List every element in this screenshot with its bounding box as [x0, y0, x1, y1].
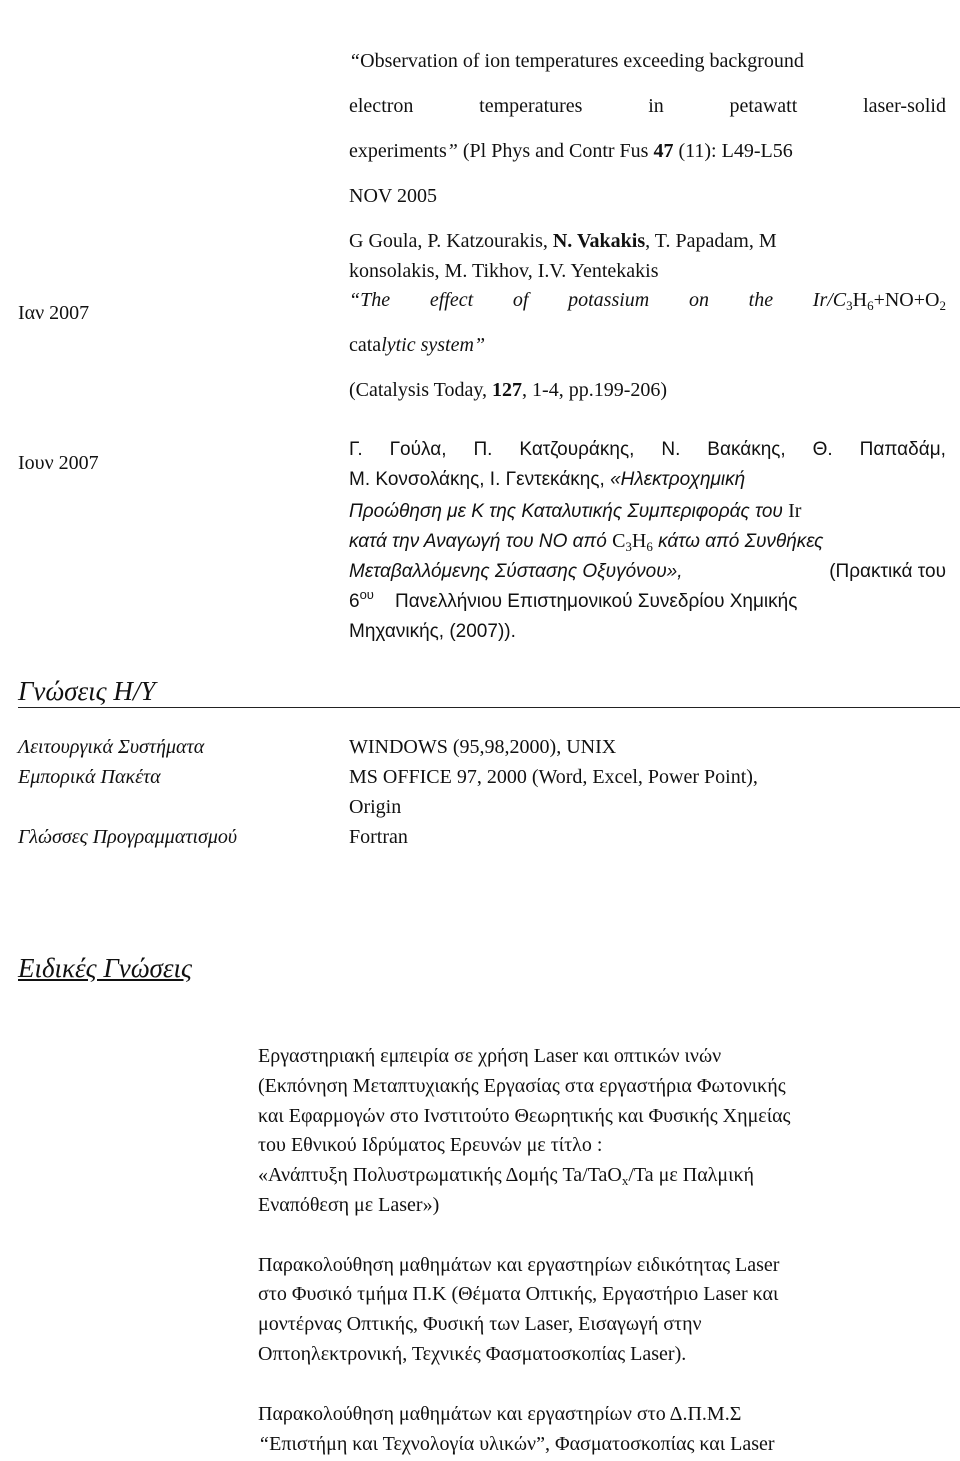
- pub2-authors-line1: G Goula, P. Katzourakis, N. Vakakis, T. Papadam, M: [349, 230, 777, 252]
- pub3-line5: Μεταβαλλόμενης Σύστασης Οξυγόνου», (Πρακτικά του: [349, 561, 946, 582]
- pub3-line2: Μ. Κονσολάκης, Ι. Γεντεκάκης, «Ηλεκτροχημική: [349, 469, 746, 490]
- os-label: Λειτουργικά Συστήματα: [18, 736, 205, 758]
- special-p3-line2: “Επιστήμη και Τεχνολογία υλικών”, Φασματοσκοπίας και Laser: [258, 1433, 775, 1455]
- packages-value-line2: Origin: [349, 796, 402, 818]
- special-p2-line4: Οπτοηλεκτρονική, Τεχνικές Φασματοσκοπίας Laser).: [258, 1343, 687, 1365]
- pub1-title-line1: “Observation of ion temperatures exceeding background: [349, 50, 804, 72]
- os-value: WINDOWS (95,98,2000), UNIX: [349, 736, 617, 758]
- languages-label: Γλώσσες Προγραμματισμού: [18, 826, 238, 848]
- pub1-date: NOV 2005: [349, 185, 437, 207]
- pub3-line4: κατά την Αναγωγή του ΝΟ από $C_3H_6$ κάτω από Συνθήκες: [349, 530, 824, 554]
- date-jan-2007: Ιαν 2007: [18, 302, 90, 324]
- pub3-line3: Προώθηση με Κ της Καταλυτικής Συμπεριφοράς του Ir: [349, 500, 802, 522]
- special-p1-line6: Εναπόθεση με Laser»): [258, 1194, 440, 1216]
- special-p1-line1: Εργαστηριακή εμπειρία σε χρήση Laser και οπτικών ινών: [258, 1045, 722, 1067]
- special-p2-line3: μοντέρνας Οπτικής, Φυσική των Laser, Εισαγωγή στην: [258, 1313, 702, 1335]
- special-knowledge-heading: Ειδικές Γνώσεις: [18, 953, 192, 983]
- special-p2-line1: Παρακολούθηση μαθημάτων και εργαστηρίων ειδικότητας Laser: [258, 1254, 780, 1276]
- special-p2-line2: στο Φυσικό τμήμα Π.Κ (Θέματα Οπτικής, Εργαστήριο Laser και: [258, 1283, 779, 1305]
- pub1-title-line2: electron temperatures in petawatt laser-solid: [349, 95, 946, 117]
- packages-label: Εμπορικά Πακέτα: [18, 766, 161, 788]
- languages-value: Fortran: [349, 826, 408, 848]
- pub2-authors-line2: konsolakis, M. Tikhov, I.V. Yentekakis: [349, 260, 659, 282]
- pub3-line1: Γ. Γούλα, Π. Κατζουράκης, Ν. Βακάκης, Θ. Παπαδάμ,: [349, 439, 946, 460]
- special-p3-line1: Παρακολούθηση μαθημάτων και εργαστηρίων στο Δ.Π.Μ.Σ: [258, 1403, 742, 1425]
- packages-value-line1: MS OFFICE 97, 2000 (Word, Excel, Power Point),: [349, 766, 758, 788]
- pub3-line7: Μηχανικής, (2007)).: [349, 621, 516, 642]
- date-jun-2007: Ιουν 2007: [18, 452, 99, 474]
- special-p1-line4: του Εθνικού Ιδρύματος Ερευνών με τίτλο :: [258, 1134, 603, 1156]
- special-p1-line3: και Εφαρμογών στο Ινστιτούτο Θεωρητικής και Φυσικής Χημείας: [258, 1105, 791, 1127]
- pub2-title-line2: catalytic system”: [349, 334, 486, 356]
- computer-skills-heading: Γνώσεις Η/Υ: [18, 676, 156, 706]
- pub3-line6: $6^{o\upsilon}$ Πανελλήνιου Επιστημονικού Συνεδρίου Χημικής: [349, 587, 798, 612]
- section-divider: [18, 707, 960, 708]
- special-p1-line5: «Ανάπτυξη Πολυστρωματικής Δομής Ta/TaO$_x$/Ta με Παλμική: [258, 1164, 755, 1188]
- pub2-title-line1: “The effect of potassium on the $Ir/C_3H_6+NO+O_2$: [349, 289, 946, 313]
- pub2-journal: (Catalysis Today, 127, 1-4, pp.199-206): [349, 379, 668, 401]
- special-p1-line2: (Εκπόνηση Μεταπτυχιακής Εργασίας στα εργαστήρια Φωτονικής: [258, 1075, 786, 1097]
- pub1-citation: experiments” (Pl Phys and Contr Fus 47 (11): L49-L56: [349, 140, 793, 162]
